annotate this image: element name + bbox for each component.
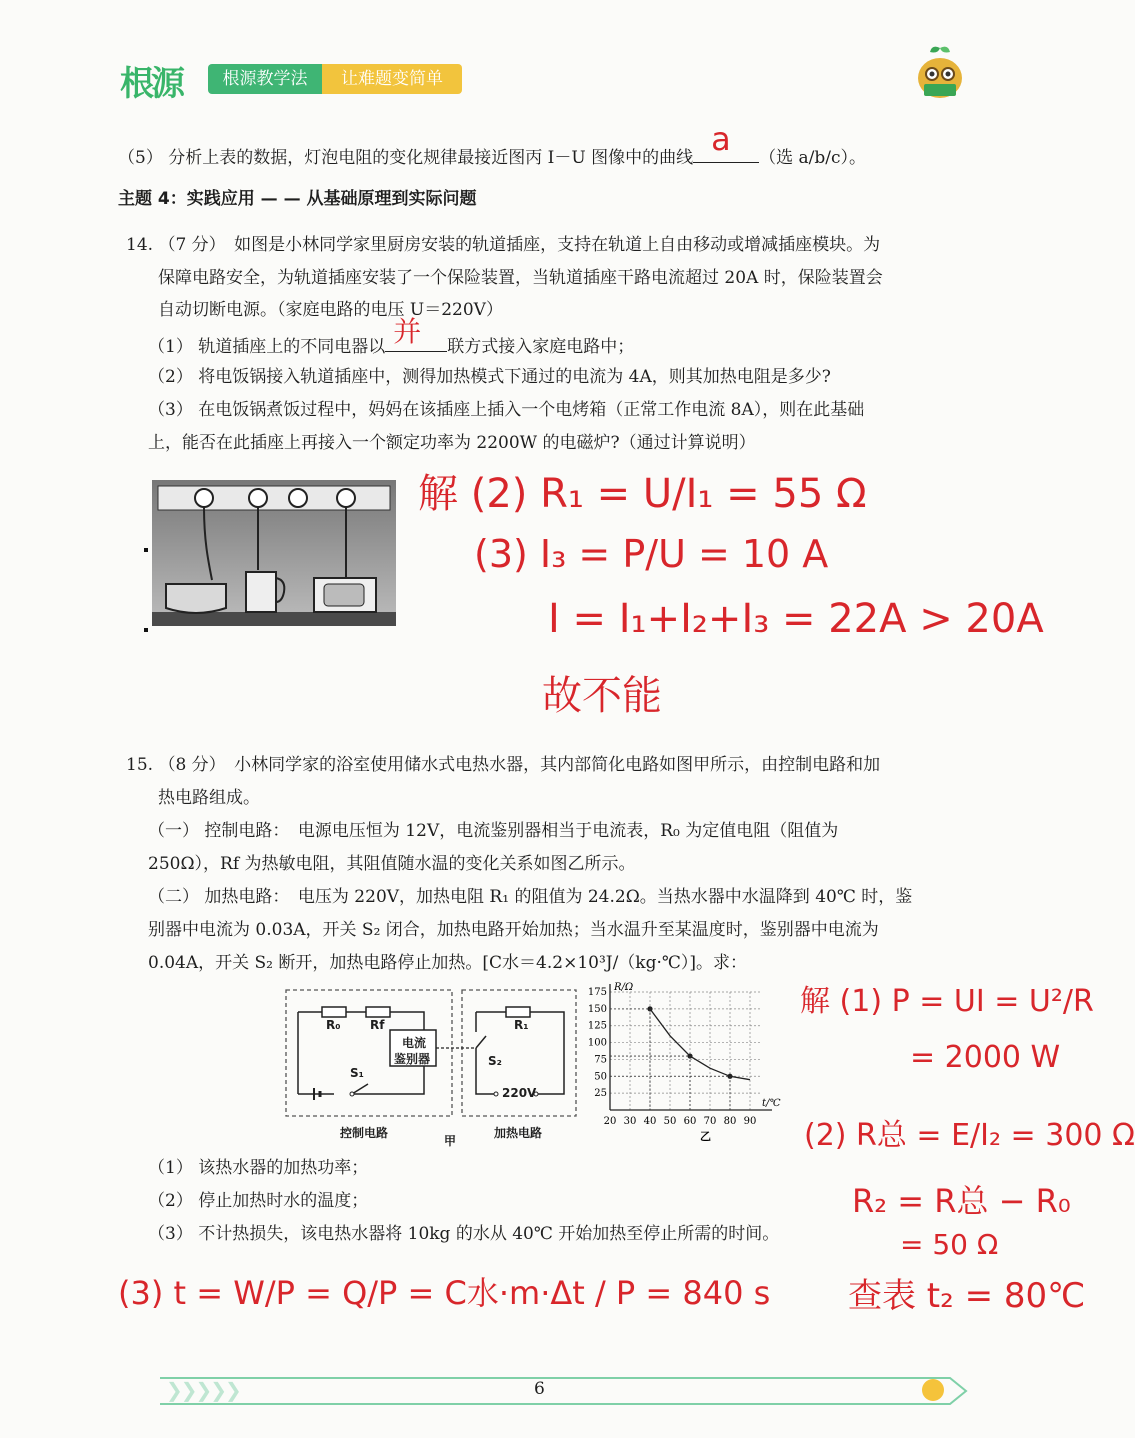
x-tick-label: 20: [603, 1116, 617, 1127]
label-heating-circuit: 加热电路: [494, 1126, 543, 1140]
y-tick-label: 50: [594, 1071, 607, 1083]
hand-icon: [922, 1379, 944, 1401]
q14-sub1-blank: [385, 315, 447, 352]
q15-part1-line2: 250Ω），Rf 为热敏电阻，其阻值随水温的变化关系如图乙所示。: [148, 854, 636, 874]
footer-bar: [150, 1376, 960, 1404]
q14-sub3-line1: （3） 在电饭锅煮饭过程中，妈妈在该插座上插入一个电烤箱（正常工作电流 8A），则在此基础: [148, 400, 865, 420]
q14-sub1-before: （1） 轨道插座上的不同电器以: [148, 337, 386, 357]
y-tick-label: 75: [594, 1054, 607, 1066]
chart-fig-label: 乙: [700, 1130, 711, 1143]
y-tick-label: 25: [594, 1088, 607, 1100]
q15-stem-line2: 热电路组成。: [158, 788, 260, 808]
q14-sub2: （2） 将电饭锅接入轨道插座中，测得加热模式下通过的电流为 4A，则其加热电阻是多少?: [148, 367, 831, 387]
series-line-rf: [650, 1009, 750, 1080]
mascot-icon: [912, 44, 968, 102]
label-s2: S₂: [488, 1054, 502, 1068]
x-tick-label: 30: [623, 1116, 637, 1127]
q14-sub3-line2: 上，能否在此插座上再接入一个额定功率为 2200W 的电磁炉?（通过计算说明）: [148, 433, 756, 453]
q15-part1-line1: （一） 控制电路： 电源电压恒为 12V，电流鉴别器相当于电流表，R₀ 为定值电阻（阻值为: [148, 821, 839, 841]
hw-q15-a1-line1: 解 (1) P = UI = U²/R: [800, 984, 1094, 1019]
y-axis-label: R/Ω: [614, 982, 634, 993]
footer-arrows: ❯❯❯❯❯: [166, 1378, 240, 1402]
q15-part2-line2: 别器中电流为 0.03A，开关 S₂ 闭合，加热电路开始加热；当水温升至某温度时，鉴别器中电流为: [148, 920, 879, 940]
brand-logo: 根源: [120, 64, 182, 104]
label-control-circuit: 控制电路: [340, 1126, 389, 1140]
hw-q15-a2-line2: R₂ = R总 − R₀: [852, 1182, 1071, 1220]
y-tick-label: 150: [587, 1003, 607, 1015]
hw-q14-line1: 解 (2) R₁ = U/I₁ = 55 Ω: [418, 471, 867, 517]
hw-q15-a1-line2: = 2000 W: [910, 1040, 1061, 1075]
label-s1: S₁: [350, 1066, 364, 1080]
label-voltage: 220V: [502, 1086, 537, 1100]
slogan-tag-right: 让难题变简单: [322, 64, 462, 94]
y-tick-label: 175: [587, 987, 607, 998]
y-tick-label: 100: [587, 1037, 607, 1049]
hw-q15-a2-line4: 查表 t₂ = 80℃: [848, 1276, 1086, 1316]
q13-part5-text-after: （选 a/b/c）。: [759, 148, 866, 168]
q15-stem-line1: 15. （8 分） 小林同学家的浴室使用储水式电热水器，其内部简化电路如图甲所示，由控制电路和加: [126, 755, 881, 775]
label-detector-line2: 鉴别器: [394, 1052, 431, 1066]
x-tick-label: 70: [703, 1116, 717, 1127]
q13-part5-answer: a: [711, 120, 731, 158]
x-tick-label: 80: [723, 1116, 737, 1127]
q13-part5: [118, 120, 866, 169]
q15-sub1: （1） 该热水器的加热功率；: [148, 1158, 369, 1178]
hw-q15-a2-line1: (2) R总 = E/I₂ = 300 Ω: [804, 1118, 1135, 1153]
track-socket-photo: [146, 480, 396, 630]
hw-q15-a2-line3: = 50 Ω: [900, 1228, 999, 1261]
q14-sub1-answer: 并: [393, 315, 422, 348]
q14-sub1-after: 联方式接入家庭电路中；: [447, 337, 635, 357]
q14-stem-line1: 14. （7 分） 如图是小林同学家里厨房安装的轨道插座，支持在轨道上自由移动或增减插座模块。为: [126, 235, 881, 255]
thermistor-chart: [588, 980, 788, 1150]
page-number: 6: [534, 1379, 545, 1399]
q15-part2-line1: （二） 加热电路： 电压为 220V，加热电阻 R₁ 的阻值为 24.2Ω。当热水器中水温降到 40℃ 时，鉴: [148, 887, 913, 907]
x-tick-label: 50: [663, 1116, 677, 1127]
q14-stem-line3: 自动切断电源。（家庭电路的电压 U＝220V）: [158, 300, 503, 320]
label-r0: R₀: [326, 1018, 341, 1032]
x-axis-label: t/℃: [762, 1098, 781, 1109]
q15-sub2: （2） 停止加热时水的温度；: [148, 1191, 369, 1211]
x-tick-label: 60: [683, 1116, 697, 1127]
y-tick-label: 125: [587, 1020, 607, 1032]
x-tick-label: 40: [643, 1116, 657, 1127]
slogan-tag-left: 根源教学法: [208, 64, 322, 94]
label-detector-line1: 电流: [402, 1036, 427, 1050]
scan-mark: [144, 628, 148, 632]
topic-title: 主题 4：实践应用 — — 从基础原理到实际问题: [118, 189, 477, 209]
label-fig-jia: 甲: [444, 1134, 457, 1148]
q14-sub1: [148, 315, 635, 358]
q15-part2-line3: 0.04A，开关 S₂ 断开，加热电路停止加热。[C水＝4.2×10³J/（kg·℃）]。求：: [148, 953, 748, 973]
x-tick-label: 90: [743, 1116, 757, 1127]
q13-part5-text-before: （5） 分析上表的数据，灯泡电阻的变化规律最接近图丙 I－U 图像中的曲线: [118, 148, 694, 168]
q15-sub3: （3） 不计热损失，该电热水器将 10kg 的水从 40℃ 开始加热至停止所需的时间。: [148, 1224, 780, 1244]
hw-q14-line3: I = I₁+I₂+I₃ = 22A > 20A: [548, 596, 1044, 642]
q14-stem-line2: 保障电路安全，为轨道插座安装了一个保险装置，当轨道插座干路电流超过 20A 时，保险装置会: [158, 268, 883, 288]
label-r1: R₁: [514, 1018, 529, 1032]
label-rf: Rf: [370, 1018, 385, 1032]
hw-q15-a3: (3) t = W/P = Q/P = C水·m·Δt / P = 840 s: [118, 1274, 771, 1312]
circuit-diagram: [284, 988, 584, 1148]
hw-q14-line4: 故不能: [542, 673, 662, 719]
hw-q14-line2: (3) I₃ = P/U = 10 A: [474, 532, 829, 576]
scan-mark: [144, 548, 148, 552]
q13-part5-blank: [693, 120, 759, 163]
